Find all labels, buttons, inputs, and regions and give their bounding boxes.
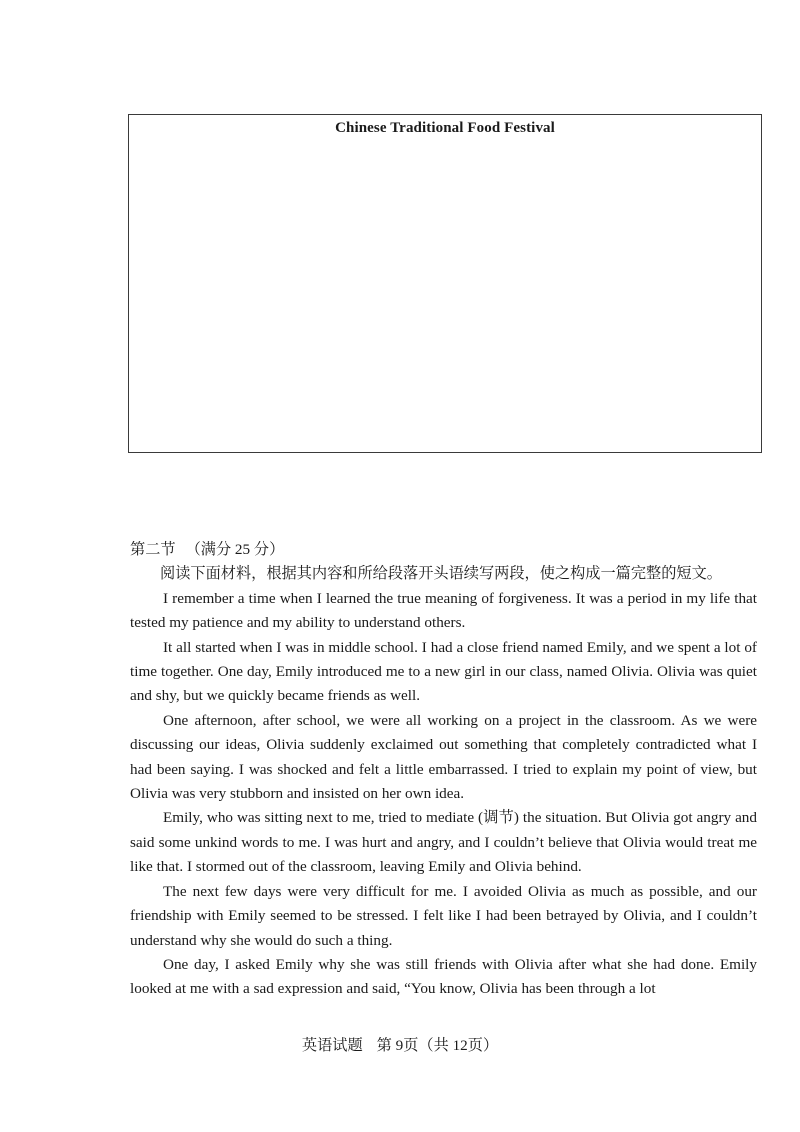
section-instruction: 阅读下面材料，根据其内容和所给段落开头语续写两段，使之构成一篇完整的短文。 [160, 565, 722, 583]
footer-page-number: 第 9页 [376, 1037, 419, 1054]
footer-subject: 英语试题 [301, 1037, 363, 1054]
section-two [130, 538, 757, 1002]
box-title: Chinese Traditional Food Festival [335, 120, 555, 136]
section-heading [130, 538, 757, 562]
writing-answer-box [128, 114, 762, 453]
section-heading-label: 第二节 [130, 541, 176, 558]
story-paragraph: The next few days were very difficult for me. I avoided Olivia as much as possible, and our friendship with Emily seemed to be stressed. I felt like I had been betrayed by Olivia, and I couldn’t understand why she would do such a thing. [130, 882, 757, 949]
story-paragraph: One afternoon, after school, we were all working on a project in the classroom. As we were discussing our ideas, Olivia suddenly exclaimed out something that completely contradicted what I had been saying. I was shocked and felt a little embarrassed. I tried to explain my point of view, but Olivia was very stubborn and insisted on her own idea. [130, 711, 757, 803]
page-footer [0, 1034, 800, 1055]
story-paragraph: It all started when I was in middle school. I had a close friend named Emily, and we spent a lot of time together. One day, Emily introduced me to a new girl in our class, named Olivia. Olivia was quiet and shy, but we quickly became friends as well. [130, 638, 757, 705]
footer-page-total: （共 12页） [418, 1037, 499, 1054]
story-paragraph: Emily, who was sitting next to me, tried to mediate (调节) the situation. But Olivia got angry and said some unkind words to me. I was hurt and angry, and I couldn’t believe that Olivia would treat me like that. I stormed out of the classroom, leaving Emily and Olivia behind. [130, 809, 757, 876]
section-score: （满分 25 分） [185, 541, 285, 558]
story-paragraph: I remember a time when I learned the true meaning of forgiveness. It was a period in my life that tested my patience and my ability to understand others. [130, 589, 757, 632]
story-paragraph: One day, I asked Emily why she was still friends with Olivia after what she had done. Emily looked at me with a sad expression and said, “You know, Olivia has been through a lot [130, 955, 757, 998]
